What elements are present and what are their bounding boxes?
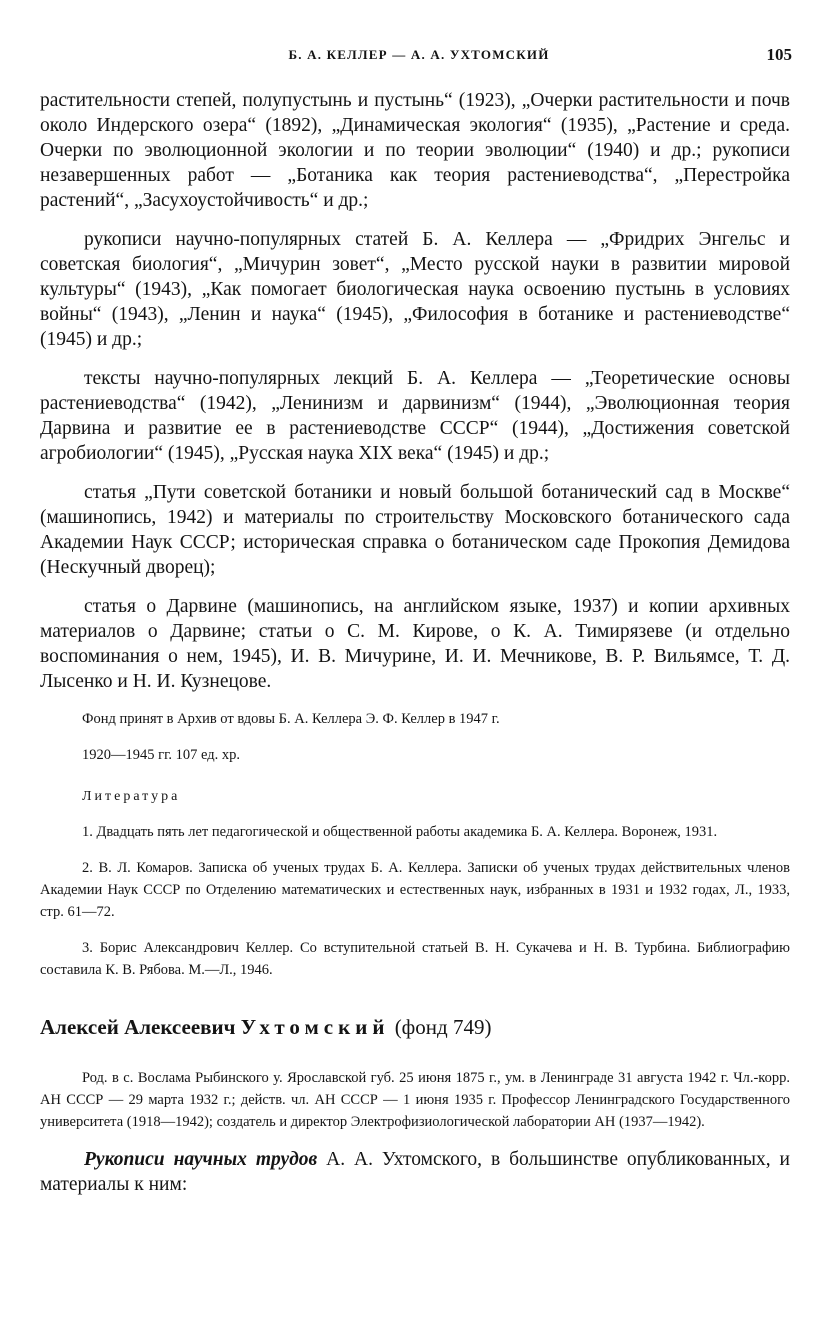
lead-rest-text: А. А. Ухтомского, в большинстве опубликованных, и материалы к ним: (40, 1149, 790, 1195)
literature-item: 2. В. Л. Комаров. Записка об ученых трудах Б. А. Келлера. Записки об ученых трудах действительных членов Академии Наук СССР по Отделению математических и естественных наук, избранных в 1931 и 1932 годах, Л., 1933, стр. 61—72. (40, 860, 790, 920)
section-title-fond: (фонд 749) (394, 1015, 492, 1039)
body-text (40, 88, 790, 1211)
paragraph-popular-articles: рукописи научно-популярных статей Б. А. Келлера — „Фридрих Энгельс и советская биология“, „Мичурин зовет“, „Место русской науки в развитии мировой культуры“ (1943), „Как помогает биологическая наука освоению пустынь в условиях войны“ (1943), „Ленин и наука“ (1945), „Философия в ботанике и растениеводстве“ (1945) и др.; (40, 229, 790, 350)
page-number: 105 (766, 45, 792, 64)
paragraph-botanical-garden: статья „Пути советской ботаники и новый большой ботанический сад в Москве“ (машинопись, 1942) и материалы по строительству Московского ботанического сада Академии Наук СССР; историческая справка о ботаническом саде Прокопия Демидова (Нескучный дворец); (40, 482, 790, 578)
running-head: Б. А. КЕЛЛЕР — А. А. УХТОМСКИЙ (288, 47, 550, 62)
section-title-surname: Ухтомский (240, 1015, 390, 1039)
section-title-name: Алексей Алексеевич (40, 1015, 236, 1039)
literature-item: 1. Двадцать пять лет педагогической и общественной работы академика Б. А. Келлера. Воронеж, 1931. (82, 824, 718, 840)
paragraph-manuscripts-lead (40, 1147, 790, 1197)
paragraph-plant-works: растительности степей, полупустынь и пустынь“ (1923), „Очерки растительности и почв около Индерского озера“ (1892), „Динамическая экология“ (1935), „Растение и среда. Очерки по эволюционной экологии и по теории эволюции“ (1940) и др.; рукописи незавершенных работ — „Ботаника как теория растениеводства“, „Перестройка растений“, „Засухоустойчивость“ и др.; (40, 90, 790, 211)
lead-italic-text: Рукописи научных трудов (84, 1149, 318, 1170)
fond-note (40, 708, 790, 766)
biography: Род. в с. Вослама Рыбинского у. Ярославской губ. 25 июня 1875 г., ум. в Ленинграде 31 августа 1942 г. Чл.-корр. АН СССР — 29 марта 1932 г.; действ. чл. АН СССР — 1 июня 1935 г. Профессор Ленинградского Государственного университета (1918—1942); создатель и директор Электрофизиологической лаборатории АН (1937—1942). (40, 1070, 790, 1130)
literature-heading: Литература (82, 789, 181, 804)
literature-item: 3. Борис Александрович Келлер. Со вступительной статьей В. Н. Сукачева и Н. В. Турбина. Библиографию составила К. В. Рябова. М.—Л., 1946. (40, 940, 790, 978)
fond-note-line-2: 1920—1945 гг. 107 ед. хр. (82, 747, 241, 763)
paragraph-darwin: статья о Дарвине (машинопись, на английском языке, 1937) и копии архивных материалов о Дарвине; статьи о С. М. Кирове, о К. А. Тимирязеве (и отдельно воспоминания о нем, 1945), И. В. Мичурине, И. И. Мечникове, В. Р. Вильямсе, Т. Д. Лысенко и Н. И. Кузнецове. (40, 596, 790, 692)
fond-note-line-1: Фонд принят в Архив от вдовы Б. А. Келлера Э. Ф. Келлер в 1947 г. (82, 711, 500, 727)
paragraph-lectures: тексты научно-популярных лекций Б. А. Келлера — „Теоретические основы растениеводства“ (1942), „Ленинизм и дарвинизм“ (1944), „Эволюционная теория Дарвина и развитие ее в растениеводстве СССР“ (1944), „Достижения советской агробиологии“ (1945), „Русская наука XIX века“ (1945) и др.; (40, 368, 790, 464)
section-title (40, 1013, 790, 1041)
